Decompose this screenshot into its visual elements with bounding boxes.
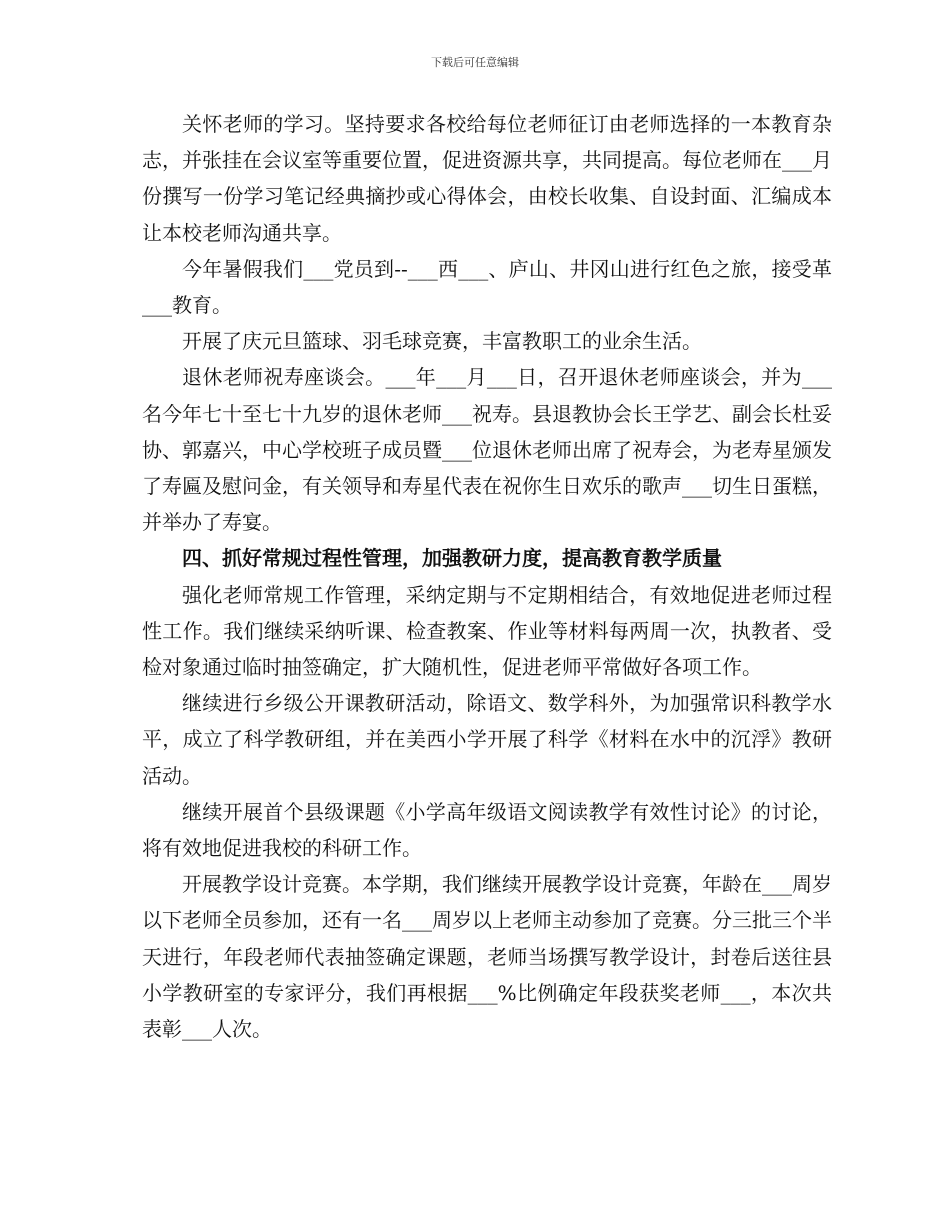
paragraph-red-tour: 今年暑假我们___党员到--___西___、庐山、井冈山进行红色之旅，接受革___教育。 bbox=[142, 256, 832, 318]
document-body bbox=[142, 106, 832, 1047]
header-note: 下载后可任意编辑 bbox=[431, 56, 519, 69]
paragraph-county-project: 继续开展首个县级课题《小学高年级语文阅读教学有效性讨论》的讨论，将有效地促进我校的科研工作。 bbox=[142, 799, 832, 861]
paragraph-sports: 开展了庆元旦篮球、羽毛球竞赛，丰富教职工的业余生活。 bbox=[182, 329, 702, 354]
paragraph-design-contest: 开展教学设计竞赛。本学期，我们继续开展教学设计竞赛，年龄在___周岁以下老师全员参加，还有一名___周岁以上老师主动参加了竞赛。分三批三个半天进行，年段老师代表抽签确定课题，老师当场撰写教学设计，封卷后送往县小学教研室的专家评分，我们再根据___%比例确定年段获奖老师___，本次共表彰___人次。 bbox=[142, 872, 832, 1042]
paragraph-study: 关怀老师的学习。坚持要求各校给每位老师征订由老师选择的一本教育杂志，并张挂在会议室等重要位置，促进资源共享，共同提高。每位老师在___月份撰写一份学习笔记经典摘抄或心得体会，由校长收集、自设封面、汇编成本让本校老师沟通共享。 bbox=[142, 112, 832, 245]
paragraph-open-class: 继续进行乡级公开课教研活动，除语文、数学科外，为加强常识科教学水平，成立了科学教研组，并在美西小学开展了科学《材料在水中的沉浮》教研活动。 bbox=[142, 691, 832, 788]
paragraph-retirees: 退休老师祝寿座谈会。___年___月___日，召开退休老师座谈会，并为___名今年七十至七十九岁的退休老师___祝寿。县退教协会长王学艺、副会长杜妥协、郭嘉兴，中心学校班子成员暨___位退休老师出席了祝寿会，为老寿星颁发了寿匾及慰问金，有关领导和寿星代表在祝你生日欢乐的歌声___切生日蛋糕，并举办了寿宴。 bbox=[142, 365, 832, 535]
section-heading: 四、抓好常规过程性管理，加强教研力度，提高教育教学质量 bbox=[182, 546, 722, 571]
paragraph-routine-management: 强化老师常规工作管理，采纳定期与不定期相结合，有效地促进老师过程性工作。我们继续采纳听课、检查教案、作业等材料每两周一次，执教者、受检对象通过临时抽签确定，扩大随机性，促进老师平常做好各项工作。 bbox=[142, 582, 832, 680]
